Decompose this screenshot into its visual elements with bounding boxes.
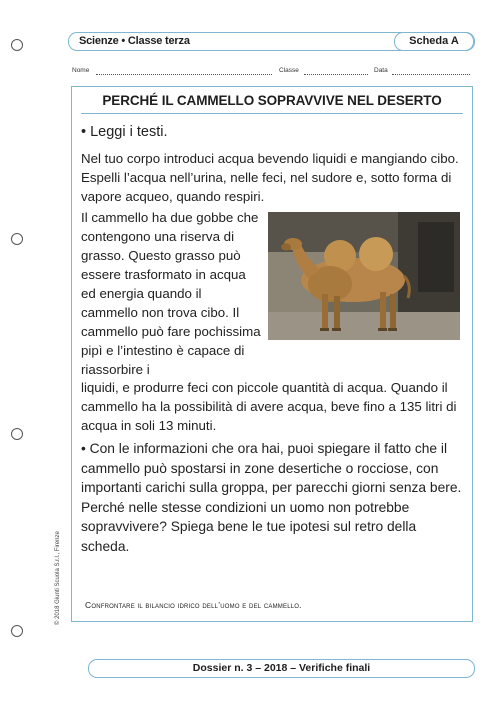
binder-hole-icon [11, 625, 23, 637]
name-label: Nome [72, 67, 90, 74]
subject-label: Scienze • Classe terza [79, 35, 190, 47]
footer-bar: Dossier n. 3 – 2018 – Verifiche finali [88, 659, 475, 678]
instruction-read: • Leggi i testi. [81, 124, 168, 140]
date-field[interactable] [392, 74, 470, 75]
copyright-text: © 2018 Giunti Scuola S.r.l., Firenze [55, 531, 61, 625]
camel-image [268, 212, 460, 340]
camel-photo [268, 212, 460, 340]
footer-note: Confrontare il bilancio idrico dell’uomo e del cammello. [85, 600, 302, 610]
student-fields [72, 67, 472, 79]
binder-hole-icon [11, 39, 23, 51]
title-divider [81, 113, 463, 114]
date-label: Data [374, 67, 388, 74]
paragraph-camel: Il cammello ha due gobbe che contengono una riserva di grasso. Questo grasso può essere trasformato in acqua ed energia quando il cammello non trova cibo. Il cammello può fare pochissima pipì e l’intestino è capace di riassorbire i [81, 210, 261, 377]
header-bar [68, 32, 475, 51]
class-label: Classe [279, 67, 299, 74]
class-field[interactable] [304, 74, 368, 75]
page-title: PERCHÉ IL CAMMELLO SOPRAVVIVE NEL DESERTO [102, 93, 442, 108]
sheet-label: Scheda A [394, 32, 474, 51]
question-prompt: • Con le informazioni che ora hai, puoi spiegare il fatto che il cammello può spostarsi in zone desertiche o rocciose, con importanti carichi sulla groppa, per parecchi giorni senza bere. Perché nelle stesse condizioni un uomo non potrebbe sopravvivere? Spiega bene le tue ipotesi sul retro della scheda. [81, 441, 462, 554]
paragraph-human-water: Nel tuo corpo introduci acqua bevendo liquidi e mangiando cibo. Espelli l’acqua nell’urina, nelle feci, nel sudore e, sotto forma di vapore acqueo, quando respiri. [81, 151, 459, 204]
paragraph-camel-continued: liquidi, e produrre feci con piccole quantità di acqua. Quando il cammello ha la possibilità di avere acqua, beve fino a 135 litri di acqua in soli 13 minuti. [81, 380, 457, 433]
name-field[interactable] [96, 74, 272, 75]
worksheet-box [71, 86, 473, 622]
binder-hole-icon [11, 428, 23, 440]
binder-hole-icon [11, 233, 23, 245]
